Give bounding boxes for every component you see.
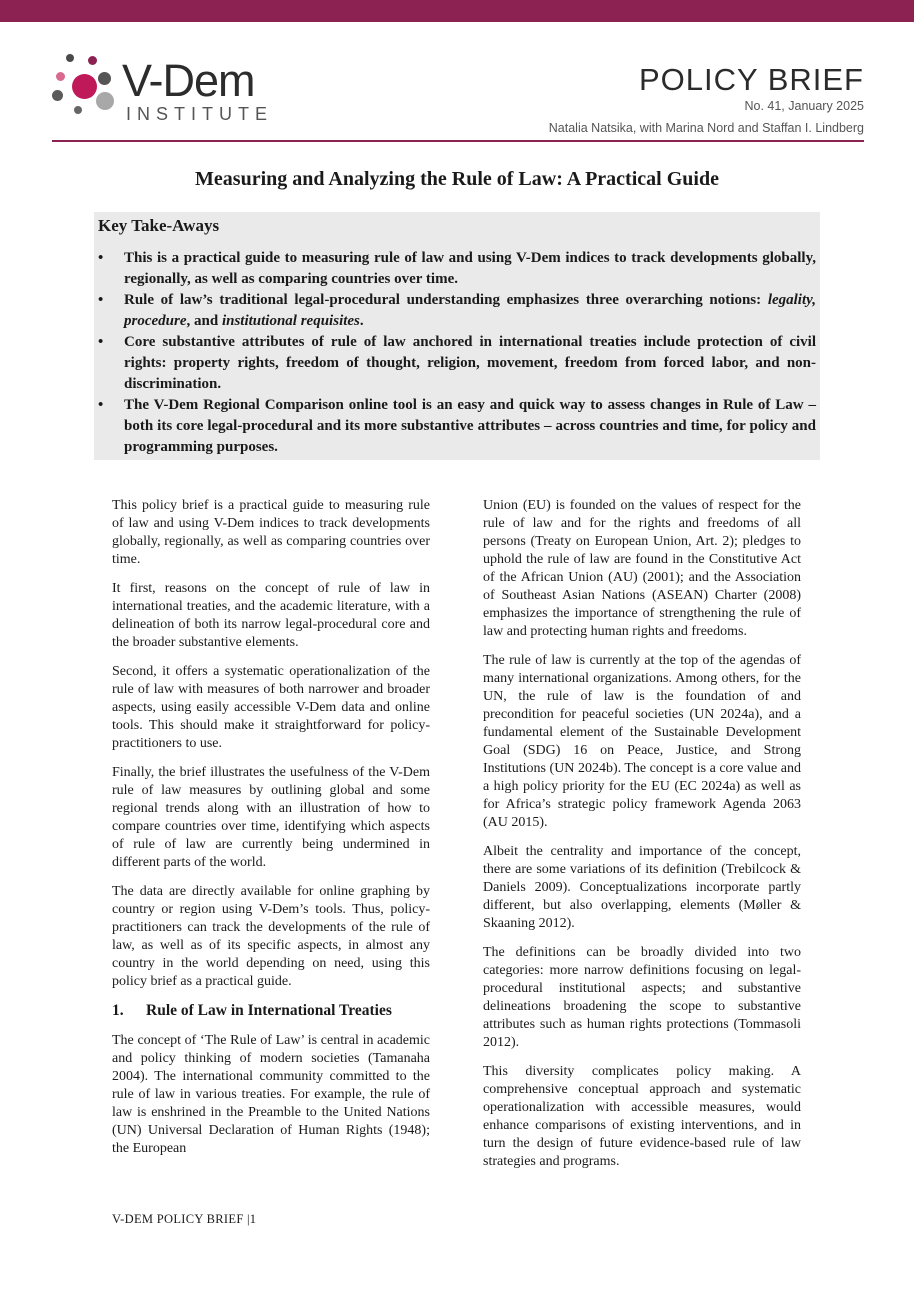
page-footer: V-DEM POLICY BRIEF |1	[112, 1212, 257, 1226]
takeaway-item	[98, 290, 816, 332]
document-title: Measuring and Analyzing the Rule of Law: A Practical Guide	[195, 168, 719, 190]
logo-subtitle: INSTITUTE	[126, 104, 273, 124]
paragraph: Finally, the brief illustrates the usefulness of the V-Dem rule of law measures by outlining global and some regional trends along with an illustration of how to compare countries over time, identifying which aspects of rule of law are currently being undermined in different parts of the world.	[112, 765, 430, 870]
paragraph: The data are directly available for online graphing by country or region using V-Dem’s tools. Thus, policy-practitioners can track the developments of the rule of law, as well as of its specific aspects, in almost any country in the world depending on need, using this policy brief as a practical guide.	[112, 884, 430, 989]
key-takeaways-box	[94, 212, 820, 460]
issue-number: No. 41, January 2025	[744, 99, 864, 113]
logo-dot	[72, 74, 97, 99]
takeaway-text: Core substantive attributes of rule of law anchored in international treaties include protection of civil rights: property rights, freedom of thought, religion, movement, freedom from forced labor, and non-discrimination.	[124, 334, 816, 392]
section-number: 1.	[112, 1002, 124, 1019]
logo-dot	[52, 90, 63, 101]
paragraph: Union (EU) is founded on the values of respect for the rule of law and for the rights and freedoms of all persons (Treaty on European Union, Art. 2); pledges to uphold the rule of law are found in the Constitutive Act of the African Union (AU) (2001); and the Association of Southeast Asian Nations (ASEAN) Charter (2008) emphasizes the importance of strengthening the rule of law and protecting human rights and freedoms.	[483, 498, 801, 639]
paragraph: The rule of law is currently at the top of the agendas of many international organizations. Among others, for the UN, the rule of law is the foundation of and precondition for peaceful societies (UN 2024a), and a fundamental element of the Sustainable Development Goal (SDG) 16 on Peace, Justice, and Strong Institutions (UN 2024b). The concept is a core value and a high policy priority for the EU (EC 2024a) as well as for Africa’s strategic policy framework Agenda 2063 (AU 2015).	[483, 653, 801, 830]
bullet: •	[98, 334, 104, 350]
paragraph: This policy brief is a practical guide to measuring rule of law and using V-Dem indices to track developments globally, regionally, as well as comparing countries over time.	[112, 498, 430, 567]
logo-dot	[98, 72, 111, 85]
takeaway-item	[98, 395, 816, 458]
takeaway-text: Rule of law’s traditional legal-procedural understanding emphasizes three overarching notions:	[124, 292, 768, 308]
bullet: •	[98, 292, 104, 308]
takeaways-list	[98, 248, 816, 458]
takeaway-text: , and	[186, 313, 222, 329]
takeaway-item	[98, 332, 816, 395]
takeaway-text: The V-Dem Regional Comparison online tool is an easy and quick way to assess changes in Rule of Law – both its core legal-procedural and its more substantive attributes – across countries and time, for policy and programming purposes.	[124, 397, 816, 455]
section-heading	[112, 1002, 430, 1020]
takeaway-text: .	[359, 313, 364, 329]
vdem-logo	[50, 52, 290, 132]
policy-brief-label: POLICY BRIEF	[638, 62, 864, 97]
section-title: Rule of Law in International Treaties	[146, 1002, 392, 1019]
header-divider	[52, 140, 864, 142]
paragraph: It first, reasons on the concept of rule of law in international treaties, and the academic literature, with a delineation of both its narrow legal-procedural core and the broader substantive elements.	[112, 581, 430, 650]
logo-dot	[74, 106, 82, 114]
logo-dot	[56, 72, 65, 81]
bullet: •	[98, 250, 104, 266]
paragraph: Albeit the centrality and importance of the concept, there are some variations of its definition (Trebilcock & Daniels 2009). Conceptualizations incorporate partly different, but also overlapping, elements (Møller & Skaaning 2012).	[483, 844, 801, 931]
paragraph: The definitions can be broadly divided into two categories: more narrow definitions focusing on legal-procedural institutional aspects; and substantive delineations broadening the scope to substantive attributes such as human rights protections (Tommasoli 2012).	[483, 945, 801, 1050]
logo-wordmark: V-Dem	[122, 55, 255, 106]
takeaway-emphasis: institutional requisites	[221, 313, 360, 329]
takeaway-emphasis: legality, procedure	[124, 292, 816, 329]
logo-dot	[88, 56, 97, 65]
paragraph: This diversity complicates policy making. A comprehensive conceptual approach and systematic operationalization with accessible measures, would enhance comparisons of existing interventions, and in turn the design of future evidence-based rule of law strategies and programs.	[483, 1064, 801, 1169]
logo-dot	[96, 92, 114, 110]
bullet: •	[98, 397, 104, 413]
takeaway-item	[98, 248, 816, 290]
logo-dot	[66, 54, 74, 62]
takeaways-heading: Key Take-Aways	[98, 216, 220, 235]
right-column	[483, 497, 801, 1182]
left-column	[112, 497, 430, 1169]
top-accent-bar	[0, 0, 914, 22]
authors: Natalia Natsika, with Marina Nord and Staffan I. Lindberg	[548, 121, 864, 135]
takeaway-text: This is a practical guide to measuring rule of law and using V-Dem indices to track developments globally, regionally, as well as comparing countries over time.	[124, 250, 816, 287]
paragraph: Second, it offers a systematic operationalization of the rule of law with measures of both narrower and broader aspects, using easily accessible V-Dem data and online tools. This should make it straightforward for policy-practitioners to use.	[112, 664, 430, 751]
paragraph: The concept of ‘The Rule of Law’ is central in academic and policy thinking of modern societies (Tamanaha 2004). The international community committed to the rule of law in various treaties. For example, the rule of law is enshrined in the Preamble to the United Nations (UN) Universal Declaration of Human Rights (1948); the European	[112, 1033, 430, 1156]
